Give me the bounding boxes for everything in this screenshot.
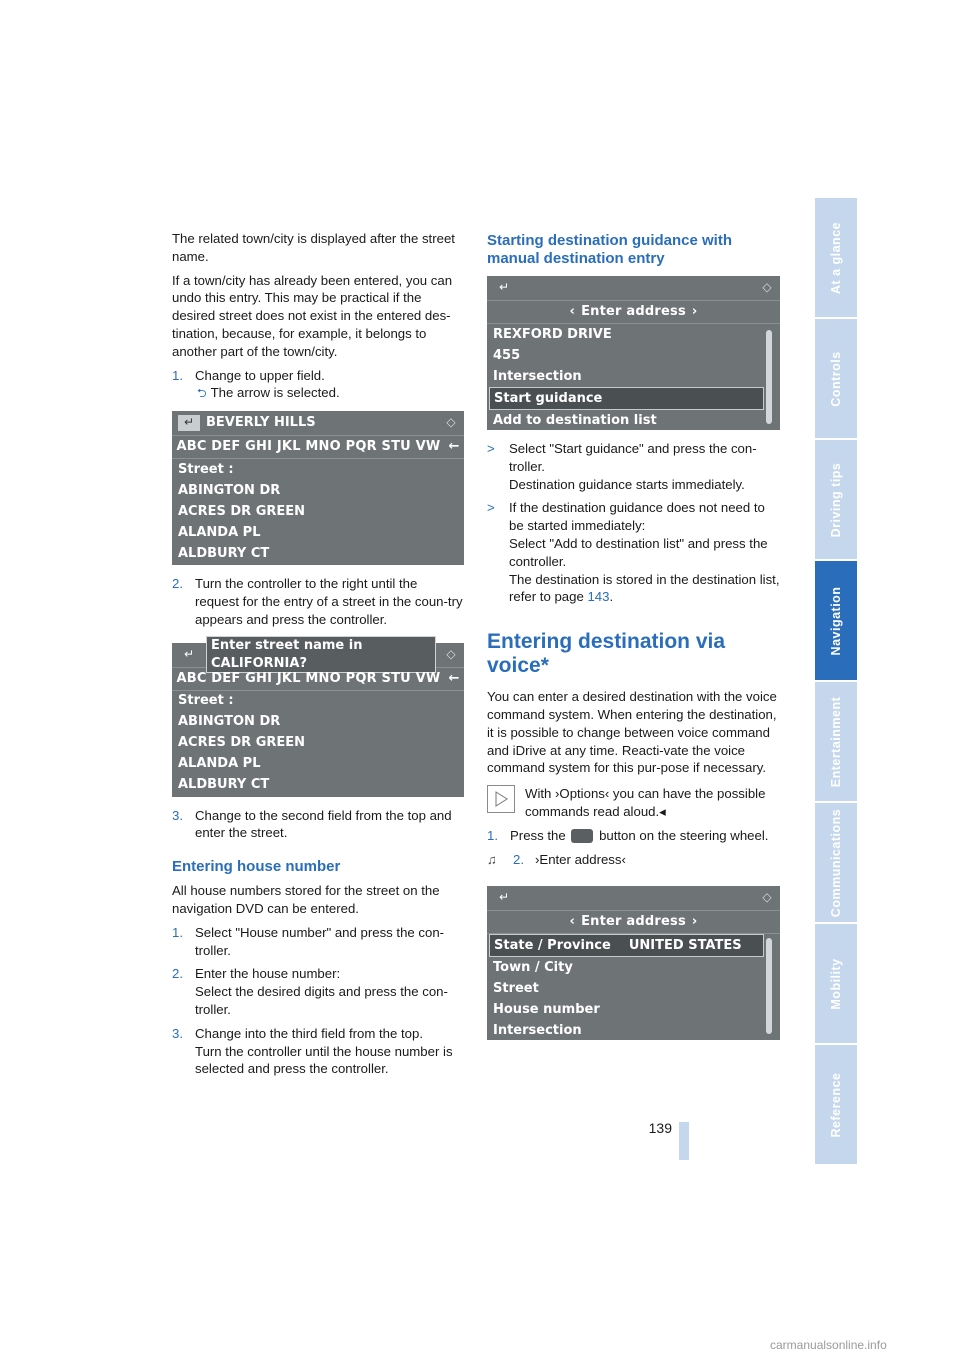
heading-start-guidance: Starting destination guidance with manual destination entry xyxy=(487,232,733,267)
bullet-subtext: Select "Add to destination list" and press the controller. xyxy=(509,535,768,569)
bullet-text: Select "Start guidance" and press the con-troller. xyxy=(509,441,757,474)
step-3 xyxy=(172,807,464,843)
chevron-left-icon[interactable]: ‹ xyxy=(569,304,576,320)
step-subtext: Select the desired digits and press the con-troller. xyxy=(195,984,448,1017)
tab-entertainment[interactable]: Entertainment xyxy=(815,682,857,801)
tab-controls[interactable]: Controls xyxy=(815,319,857,438)
tab-communications[interactable]: Communications xyxy=(815,803,857,922)
tab-driving-tips[interactable]: Driving tips xyxy=(815,440,857,559)
paragraph-undo-entry: If a town/city has already been entered, you can undo this entry. This may be practical if the desired street does not exist in the entered des-tination, because, for example, it belongs to another part of the town/city. xyxy=(172,272,453,359)
back-arrow-icon[interactable]: ↵ xyxy=(178,415,200,431)
step-text: Change to upper field. xyxy=(195,367,325,383)
tab-reference[interactable]: Reference xyxy=(815,1045,857,1164)
step-text: Change to the second field from the top and enter the street. xyxy=(195,807,452,841)
house-step-1 xyxy=(172,924,464,960)
list-item[interactable]: ACRES DR GREEN xyxy=(178,503,306,519)
screen-title: Enter street name in CALIFORNIA? xyxy=(206,636,436,674)
section-tabs xyxy=(815,198,857,1166)
heading-house-number: Entering house number xyxy=(172,858,341,876)
scrollbar[interactable] xyxy=(766,938,772,1034)
screen-enter-street xyxy=(172,637,464,797)
heading-voice-entry: Entering destination via voice* xyxy=(487,630,726,678)
list-item: Street : xyxy=(178,461,234,477)
step-number: 3. xyxy=(172,1025,183,1041)
step-text: Enter the house number: xyxy=(195,966,341,982)
bullet-text: If the destination guidance does not need to be started immediately: xyxy=(509,500,765,534)
paragraph-house-number: All house numbers stored for the street on the navigation DVD can be entered. xyxy=(172,883,440,916)
list-item[interactable]: ALANDA PL xyxy=(178,524,261,540)
bullet-marker: > xyxy=(487,500,495,516)
page-marker xyxy=(679,1122,689,1160)
note-options xyxy=(487,785,780,821)
delete-icon[interactable]: ← xyxy=(448,670,460,686)
voice-step-2 xyxy=(487,851,780,869)
list-item-selected[interactable]: State / Province UNITED STATES xyxy=(489,934,764,957)
bullet-subtext: Destination guidance starts immediately. xyxy=(509,476,745,492)
screen-title: Enter address xyxy=(581,304,686,320)
alphabet-row[interactable]: ABC DEF GHI JKL MNO PQR STU VW xyxy=(176,670,441,686)
list-item[interactable]: 455 xyxy=(493,347,521,363)
list-item[interactable]: Town / City xyxy=(493,959,573,975)
screen-title: Enter address xyxy=(581,914,686,930)
note-triangle-icon xyxy=(487,785,515,813)
scrollbar[interactable] xyxy=(766,330,772,424)
steering-wheel-button-icon xyxy=(571,829,593,843)
controller-icon: ◇ xyxy=(446,646,456,661)
step-number: 1. xyxy=(172,924,183,940)
step-subtext: Turn the controller until the house number is selected and press the controller. xyxy=(195,1043,453,1077)
list-item[interactable]: House number xyxy=(493,1001,600,1017)
chevron-left-icon[interactable]: ‹ xyxy=(569,914,576,930)
list-item[interactable]: ABINGTON DR xyxy=(178,714,281,730)
bullet-start-guidance xyxy=(487,440,780,493)
tab-navigation[interactable]: Navigation xyxy=(815,561,857,680)
step-number: 2. xyxy=(513,851,524,867)
step-number: 1. xyxy=(487,827,498,843)
list-item[interactable]: ALDBURY CT xyxy=(178,545,270,561)
chevron-right-icon[interactable]: › xyxy=(691,304,698,320)
right-column xyxy=(487,230,780,1050)
step-number: 1. xyxy=(172,367,183,383)
controller-icon: ◇ xyxy=(446,415,456,430)
tab-at-a-glance[interactable]: At a glance xyxy=(815,198,857,317)
list-item[interactable]: ALDBURY CT xyxy=(178,777,270,793)
paragraph-voice-entry: You can enter a desired destination with the voice command system. When entering the destination, it is possible to change between voice command and iDrive at any time. Reacti-vate the voice command system for this pur-pose if necessary. xyxy=(487,689,777,776)
list-item[interactable]: Intersection xyxy=(493,1022,582,1038)
voice-command-icon: ♫ xyxy=(487,851,497,867)
step-1 xyxy=(172,367,464,404)
screen-start-guidance xyxy=(487,276,780,430)
step-text: Change into the third field from the top. xyxy=(195,1025,423,1041)
back-arrow-icon[interactable]: ↵ xyxy=(498,280,510,295)
step-text: Select "House number" and press the con-troller. xyxy=(195,924,445,958)
delete-icon[interactable]: ← xyxy=(448,439,460,455)
page-link[interactable]: 143 xyxy=(587,589,610,605)
step-subtext: The arrow is selected. xyxy=(210,385,340,401)
step-number: 3. xyxy=(172,807,183,823)
bullet-marker: > xyxy=(487,441,495,456)
house-step-3 xyxy=(172,1025,464,1078)
screen-title: BEVERLY HILLS xyxy=(206,415,316,431)
back-arrow-icon: ⮌ xyxy=(197,386,207,401)
step-2 xyxy=(172,575,464,628)
bullet-subtext: The destination is stored in the destination list, refer to page xyxy=(509,571,780,605)
back-arrow-icon[interactable]: ↵ xyxy=(498,890,510,905)
step-number: 2. xyxy=(172,576,183,592)
chevron-right-icon[interactable]: › xyxy=(691,914,698,930)
back-arrow-icon[interactable]: ↵ xyxy=(183,646,195,661)
step-number: 2. xyxy=(172,966,183,982)
controller-icon: ◇ xyxy=(762,280,772,295)
list-item[interactable]: ALANDA PL xyxy=(178,756,261,772)
controller-icon: ◇ xyxy=(762,890,772,905)
screen-beverly-hills xyxy=(172,411,464,565)
voice-step-1: 1. Press the button on the steering wheel. xyxy=(487,827,769,843)
list-item[interactable]: Street xyxy=(493,980,539,996)
list-item[interactable]: Intersection xyxy=(493,368,582,384)
page-number: 139 xyxy=(648,1120,672,1136)
note-text: With ›Options‹ you can have the possible commands read aloud.◂ xyxy=(525,786,766,819)
voice-command-text: ›Enter address‹ xyxy=(535,851,626,867)
bullet-add-destination: > If the destination guidance does not need to be started immediately: Select "Add to destination list" and press the controller. The destination is stored in the destination list, refer to page 143. xyxy=(487,500,780,605)
list-item[interactable]: ABINGTON DR xyxy=(178,482,281,498)
paragraph-town-displayed: The related town/city is displayed after the street name. xyxy=(172,231,455,264)
list-item[interactable]: REXFORD DRIVE xyxy=(493,326,612,342)
list-item[interactable]: Add to destination list xyxy=(493,412,657,428)
tab-mobility[interactable]: Mobility xyxy=(815,924,857,1043)
list-item: Street : xyxy=(178,693,234,709)
list-item[interactable]: ACRES DR GREEN xyxy=(178,735,306,751)
screen-enter-address xyxy=(487,886,780,1040)
alphabet-row[interactable]: ABC DEF GHI JKL MNO PQR STU VW xyxy=(176,439,441,455)
left-column xyxy=(172,230,464,1084)
list-item-selected[interactable]: Start guidance xyxy=(489,387,764,410)
house-step-2 xyxy=(172,965,464,1018)
watermark: carmanualsonline.info xyxy=(770,1338,887,1352)
step-text: Turn the controller to the right until the request for the entry of a street in the coun-try appears and press the controller. xyxy=(195,576,463,627)
